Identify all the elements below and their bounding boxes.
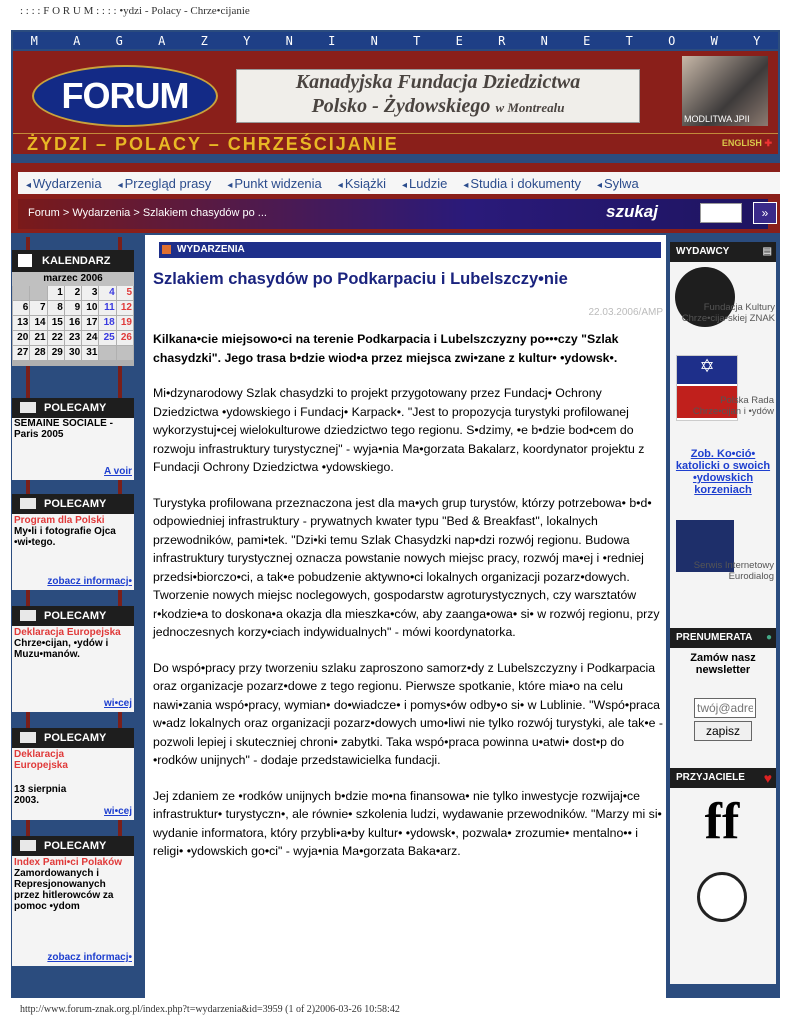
breadcrumb-bar [18,199,768,229]
newsletter-submit-button[interactable]: zapisz [694,721,752,741]
page-footer-url: http://www.forum-znak.org.pl/index.php?t=wydarzenia&id=3959 (1 of 2)2006-03-26 10:58:42 [20,1004,400,1015]
pillar [118,480,122,494]
magazyn-letter: Y [753,33,761,48]
page-header-title: : : : : F O R U M : : : : •ydzi - Polacy - Chrze•cijanie [20,5,250,17]
polecamy-title: POLECAMY [44,498,107,510]
polecamy-box-2 [12,494,134,590]
zpc-banner [13,133,778,154]
pillar [26,480,30,494]
polecamy-header [12,398,134,418]
ff-logo[interactable]: ff [704,793,740,850]
calendar-day[interactable]: 9 [65,301,81,315]
article-body [153,330,663,861]
calendar-day[interactable]: 21 [30,331,46,345]
polecamy-title: POLECAMY [44,732,107,744]
forum-logo[interactable]: FORUM [32,65,218,127]
magazyn-strip [13,32,778,49]
polecamy-title: POLECAMY [44,402,107,414]
magazyn-letter: A [158,33,166,48]
calendar-day[interactable]: 2 [65,286,81,300]
kfund-line2: Polsko - Żydowskiego [311,95,491,117]
kfund-line3: w Montrealu [495,100,565,115]
magazyn-letter: N [285,33,293,48]
pillar [118,712,122,728]
section-header [159,242,661,258]
calendar-day [30,286,46,300]
magazyn-letter: E [455,33,463,48]
article-paragraph: Do wspó•pracy przy tworzeniu szlaku zaproszono samorz•dy z Lubelszczyzny i Podkarpacia oraz organizacje pozarz•dowe z tego regionu. Pierwsze spotkanie, które mia•o na celu nawi•zania wspó•pracy, wymian• do•wiadcze• i pomys•ów odby•o si• w Lublinie. "Wspó•praca w•adz lokalnych oraz organizacji pozarz•dowych umo•liwi nie tylko rozwój turystyki, ale tak•e - pozwoli lepiej i skuteczniej chroni• zabytki. Taka wspó•praca powinna u•atwi• dost•p do •rodków unijnych" - dodaje przedstawicielka fundacji. [153,660,663,767]
breadcrumb[interactable]: Forum > Wydarzenia > Szlakiem chasydów po ... [28,207,267,219]
pillar [26,712,30,728]
przyjaciele-title: PRZYJACIELE [676,772,745,783]
magazyn-letter: T [625,33,633,48]
polecamy-header [12,728,134,748]
nav-item-przeglad-prasy[interactable]: ◂ Przegląd prasy [118,176,212,191]
magazyn-letter: A [73,33,81,48]
publisher-2[interactable]: Polska Rada Chrze•cijan i •ydów [692,395,774,417]
globe-icon: ● [765,632,772,643]
section-label: WYDARZENIA [177,244,245,255]
magazyn-letter: N [370,33,378,48]
calendar-day[interactable]: 25 [99,331,115,345]
pillar [118,366,122,398]
magazyn-letter: Y [243,33,251,48]
nav-item-punkt-widzenia[interactable]: ◂ Punkt widzenia [227,176,321,191]
polecamy-text: Zamordowanych i Represjonowanych przez hitlerowców za pomoc •ydom [14,868,114,912]
nav-item-sylwa[interactable]: ◂ Sylwa [597,176,639,191]
section-icon [162,245,171,254]
calendar-day[interactable]: 22 [48,331,64,345]
jpii-photo[interactable] [682,56,768,126]
calendar-day[interactable]: 26 [117,331,133,345]
polecamy-box-1 [12,398,134,480]
polecamy-link-wrap [12,748,76,771]
calendar-grid [12,286,134,360]
polecamy-icon [20,498,36,509]
polecamy-title: POLECAMY [44,840,107,852]
kfund-line2-wrap [237,94,639,120]
polecamy-link-title[interactable]: Deklaracja Europejska [14,749,68,771]
nav-item-studia[interactable]: ◂ Studia i dokumenty [463,176,581,191]
main-nav [18,172,780,194]
polecamy-title: POLECAMY [44,610,107,622]
calendar-day[interactable]: 6 [13,301,29,315]
uk-flag-icon: ✚ [764,138,772,148]
eurodialog-text[interactable]: Serwis Internetowy Eurodialog [693,560,774,582]
article-paragraph: Mi•dzynarodowy Szlak chasydzki to projekt przygotowany przez Fundacj• Ochrony Dziedzictwa •ydowskiego i Fundacj• Karpack•. "Jest to propozycja turystyki profilowanej wykorzystuj•cej wielokulturowe dziedzictwo tego regionu. S•dzimy, •e b•dzie bod•cem do rozwoju infrastruktury turystycznej" - wyja•nia Ma•gorzata Bakalarz, koordynator projektu z Fundacji Ochrony Dziedzictwa •ydowskiego. [153,386,645,474]
pillar [118,590,122,606]
polecamy-box-4 [12,728,134,820]
prenumerata-title: PRENUMERATA [676,632,753,643]
pillar [26,237,30,250]
calendar-day[interactable]: 12 [117,301,133,315]
magazyn-letter: W [710,33,718,48]
przyjaciele-header [670,768,776,788]
calendar-day[interactable]: 29 [48,346,64,360]
polecamy-link-title[interactable]: Deklaracja Europejska [14,627,121,638]
search-label: szukaj [606,202,658,221]
publisher-1[interactable]: Fundacja Kultury Chrze•cija•skiej ZNAK [681,302,775,324]
article-paragraph: Jej zdaniem ze •rodków unijnych b•dzie mo•na finansowa• nie tylko inwestycje rozwijaj•ce infrastruktur• turystyczn•, ale równie• szkolenia ludzi, wydawanie przewodników. "Marzy mi si• wydanie informatora, który przybli•a•by kultur• •ydowsk•, pozwala• zrozumie• mentalno•• i religi• •ydowskich go•ci" - wyja•nia Ma•gorzata Baka•arz. [153,788,662,858]
magazyn-letter: Z [200,33,208,48]
calendar-day[interactable]: 30 [65,346,81,360]
calendar-day[interactable]: 8 [48,301,64,315]
magazyn-letter: R [498,33,506,48]
calendar-day[interactable]: 19 [117,316,133,330]
polecamy-more-link[interactable]: wi•cej [104,806,132,817]
article [153,270,663,878]
calendar-day [13,286,29,300]
calendar-day[interactable]: 15 [48,316,64,330]
polecamy-header [12,494,134,514]
calendar-day[interactable]: 1 [48,286,64,300]
calendar-day[interactable]: 27 [13,346,29,360]
polecamy-more-link[interactable]: wi•cej [104,698,132,709]
calendar-day[interactable]: 7 [30,301,46,315]
magazyn-letter: E [583,33,591,48]
newsletter-label: Zamów nasz newsletter [690,652,756,676]
calendar-day[interactable]: 16 [65,316,81,330]
magazyn-letter: T [413,33,421,48]
magazyn-letter: N [540,33,548,48]
article-lead: Kilkana•cie miejsowo•ci na terenie Podkarpacia i Lubelszczyzny po•••czy "Szlak chasydzki". Jego trasa b•dzie wiod•a przez miejsca zwi•zane z kultur• •ydowsk•. [153,332,619,365]
calendar [12,250,134,366]
sion-logo[interactable] [697,872,747,922]
calendar-month: marzec 2006 [12,272,134,286]
calendar-day[interactable]: 14 [30,316,46,330]
calendar-icon [18,254,32,267]
menorah-icon: ✡ [677,356,737,384]
article-date: 22.03.2006/AMP [588,307,663,318]
polecamy-box-3 [12,606,134,712]
polecamy-more-link[interactable]: zobacz informacj• [47,576,132,587]
calendar-day [117,346,133,360]
search-go-button[interactable]: » [753,202,777,224]
polecamy-more-link[interactable]: zobacz informacj• [47,952,132,963]
polecamy-text: SEMAINE SOCIALE - Paris 2005 [14,418,113,440]
calendar-day[interactable]: 23 [65,331,81,345]
nav-item-wydarzenia[interactable]: ◂ Wydarzenia [26,176,102,191]
newsletter-email-input[interactable] [694,698,756,718]
polecamy-icon [20,732,36,743]
magazyn-letter: I [328,33,336,48]
wydawcy-header [670,242,776,262]
magazyn-letter: G [115,33,123,48]
kfund-line1: Kanadyjska Fundacja Dziedzictwa [295,71,581,93]
calendar-day[interactable]: 10 [82,301,98,315]
polecamy-text: 13 sierpnia 2003. [14,784,67,806]
article-title: Szlakiem chasydów po Podkarpaciu i Lubelszczy•nie [153,270,568,288]
polecamy-icon [20,610,36,621]
newspaper-icon: ▤ [762,246,772,257]
zob-link[interactable]: Zob. Ko•ció• katolicki o swoich •ydowskich korzeniach [675,448,771,496]
calendar-title: KALENDARZ [42,255,111,267]
polecamy-header [12,606,134,626]
prenumerata-header [670,628,776,648]
polecamy-icon [20,840,36,851]
pillar [26,820,30,836]
calendar-header [12,250,134,272]
nav-item-ksiazki[interactable]: ◂ Książki [338,176,386,191]
calendar-day[interactable]: 5 [117,286,133,300]
search-input[interactable] [700,203,742,223]
calendar-day[interactable]: 17 [82,316,98,330]
polecamy-box-5 [12,836,134,966]
heart-icon: ♥ [763,770,772,786]
calendar-day[interactable]: 3 [82,286,98,300]
calendar-day[interactable]: 24 [82,331,98,345]
wydawcy-title: WYDAWCY [676,246,730,257]
article-paragraph: Turystyka profilowana przeznaczona jest dla ma•ych grup turystów, którzy potrzebowa• b•d• odpowiedniej infrastruktury - prywatnych kwater typu "Bed & Breakfast", lokalnych przewodników, pami•tek. "Dzi•ki temu Szlak Chasydzki nap•dzi rozwój regionu. Budowa infrastruktury turystycznej oznacza powstanie nowych miejsc pracy, rozwój ma•ej i •redniej przedsi•biorczo•ci, a tak•e pobudzenie aktywno•ci lokalnych organizacji pozarz•dowych. Tworzenie nowych miejsc noclegowych, gospodarstw agroturystycznych, czy warsztatów r•kodzie•a to doskona•a okazja dla mieszka•ców, aby zaanga•owa• si• w rozwój regionu, przy jednoczesnych korzy•ciach indywidualnych" - mówi koordynatorka. [153,495,660,639]
calendar-day[interactable]: 13 [13,316,29,330]
photo-caption: MODLITWA JPII [684,114,750,124]
english-link[interactable] [722,138,772,149]
calendar-day[interactable]: 11 [99,301,115,315]
magazyn-letter: M [30,33,38,48]
calendar-day[interactable]: 20 [13,331,29,345]
calendar-day[interactable]: 31 [82,346,98,360]
polecamy-header [12,836,134,856]
pillar [118,237,122,250]
polecamy-more-link[interactable]: A voir [104,466,132,477]
pillar [26,590,30,606]
calendar-day [99,346,115,360]
pillar [26,366,30,398]
english-label: ENGLISH [721,138,762,148]
calendar-day[interactable]: 28 [30,346,46,360]
nav-item-ludzie[interactable]: ◂ Ludzie [402,176,447,191]
polecamy-text: My•li i fotografie Ojca •wi•tego. [14,526,116,548]
polecamy-text: Chrze•cijan, •ydów i Muzu•manów. [14,638,109,660]
polecamy-link-title[interactable]: Program dla Polski [14,515,105,526]
polecamy-icon [20,402,36,413]
polecamy-link-title[interactable]: Index Pami•ci Polaków [14,857,122,868]
calendar-day[interactable]: 18 [99,316,115,330]
magazyn-letter: O [668,33,676,48]
calendar-day[interactable]: 4 [99,286,115,300]
pillar [118,820,122,836]
zpc-banner-text: ŻYDZI – POLACY – CHRZEŚCIJANIE [27,134,399,154]
kfund-banner[interactable] [236,69,640,123]
